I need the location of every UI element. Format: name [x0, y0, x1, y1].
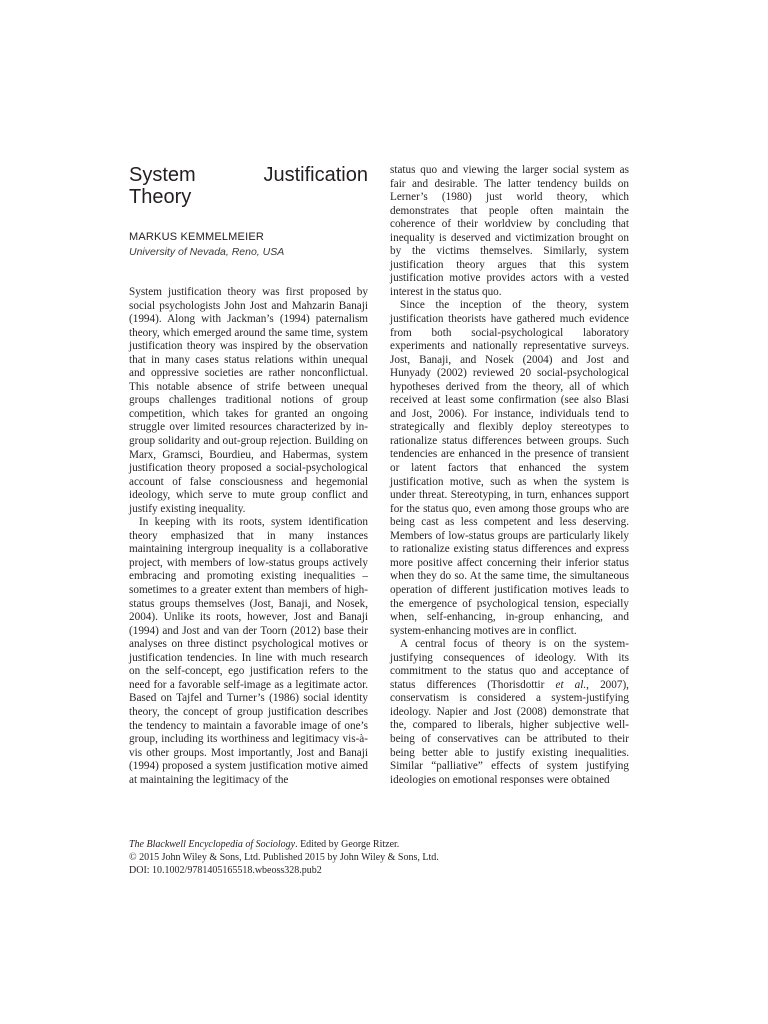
left-column: [129, 164, 368, 787]
body-paragraph: In keeping with its roots, system identification theory emphasized that in many instances maintaining intergroup inequality is a collaborative project, with members of low-status groups actively embracing and promoting existing inequalities – sometimes to a greater extent than members of high-status groups themselves (Jost, Banaji, and Nosek, 2004). Unlike its roots, however, Jost and Banaji (1994) and Jost and van der Toorn (2012) base their analyses on three distinct psychological motives or justification tendencies. In line with much research on the self-concept, ego justification refers to the need for a favorable self-image as a legitimate actor. Based on Tajfel and Turner’s (1986) social identity theory, the concept of group justification describes the tendency to maintain a favorable image of one’s group, including its worthiness and legitimacy vis-à-vis other groups. Most importantly, Jost and Banaji (1994) proposed a system justification motive aimed at maintaining the legitimacy of the: [129, 516, 368, 786]
citation-footer: [129, 838, 629, 877]
body-paragraph: Since the inception of the theory, system justification theorists have gathered much evidence from both social-psychological laboratory experiments and nationally representative surveys. Jost, Banaji, and Nosek (2004) and Jost and Hunyady (2002) reviewed 20 social-psychological hypotheses derived from the theory, all of which received at least some confirmation (see also Blasi and Jost, 2006). For instance, individuals tend to strategically and flexibly deploy stereotypes to rationalize status differences between groups. Such tendencies are enhanced in the presence of transient or latent factors that enhanced the system justification motive, such as when the system is under threat. Stereotyping, in turn, enhances support for the status quo, even among those groups who are being cast as less competent and less deserving. Members of low-status groups are particularly likely to rationalize existing status differences and express more positive affect concerning their inferior status when they do so. At the same time, the simultaneous operation of different justification motives leads to the emergence of psychological tension, especially when, self-enhancing, in-group enhancing, and system-enhancing motives are in conflict.: [390, 299, 629, 637]
footer-copyright: © 2015 John Wiley & Sons, Ltd. Published 2015 by John Wiley & Sons, Ltd.: [129, 852, 439, 863]
body-paragraph: System justification theory was first proposed by social psychologists John Jost and Mahzarin Banaji (1994). Along with Jackman’s (1994) paternalism theory, which emerged around the same time, system justification theory was inspired by the observation that in many cases status relations within unequal and oppressive societies are rather nonconflictual. This notable absence of strife between unequal groups challenges traditional notions of group competition, which takes for granted an ongoing struggle over limited resources characterized by in-group solidarity and out-group rejection. Building on Marx, Gramsci, Bourdieu, and Habermas, system justification theory proposed a social-psychological account of false consciousness and hegemonial ideology, which serve to mute group conflict and justify existing inequality.: [129, 286, 368, 515]
body-paragraph: [390, 638, 629, 787]
footer-doi: DOI: 10.1002/9781405165518.wbeoss328.pub2: [129, 865, 322, 876]
et-al-italic: et al.: [555, 678, 587, 691]
footer-source-line: [129, 838, 629, 851]
right-column: [390, 164, 629, 787]
article-title: System Justification Theory: [129, 164, 368, 208]
author-name: MARKUS KEMMELMEIER: [129, 231, 265, 243]
editor-note: . Edited by George Ritzer.: [295, 839, 400, 850]
text-run: , 2007), conservatism is considered a system-justifying ideology. Napier and Jost (2008) demonstrate that the, compared to liberals, higher subjective well-being of conservatives can be attributed to their being better able to justify existing inequalities. Similar “palliative” effects of system justifying ideologies on emotional responses were obtained: [390, 678, 629, 786]
body-paragraph: status quo and viewing the larger social system as fair and desirable. The latter tendency builds on Lerner’s (1980) just world theory, which demonstrates that people often maintain the coherence of their worldview by concluding that inequality is deserved and victimization brought on by the victims themselves. Similarly, system justification theory argues that this system justification motive provides actors with a vested interest in the status quo.: [390, 164, 629, 298]
author-affiliation: University of Nevada, Reno, USA: [129, 246, 285, 258]
book-title: The Blackwell Encyclopedia of Sociology: [129, 839, 296, 850]
text-run: A central focus of theory is on the system-justifying consequences of ideology. With its commitment to the status quo and acceptance of status differences (Thorisdottir: [390, 638, 629, 691]
